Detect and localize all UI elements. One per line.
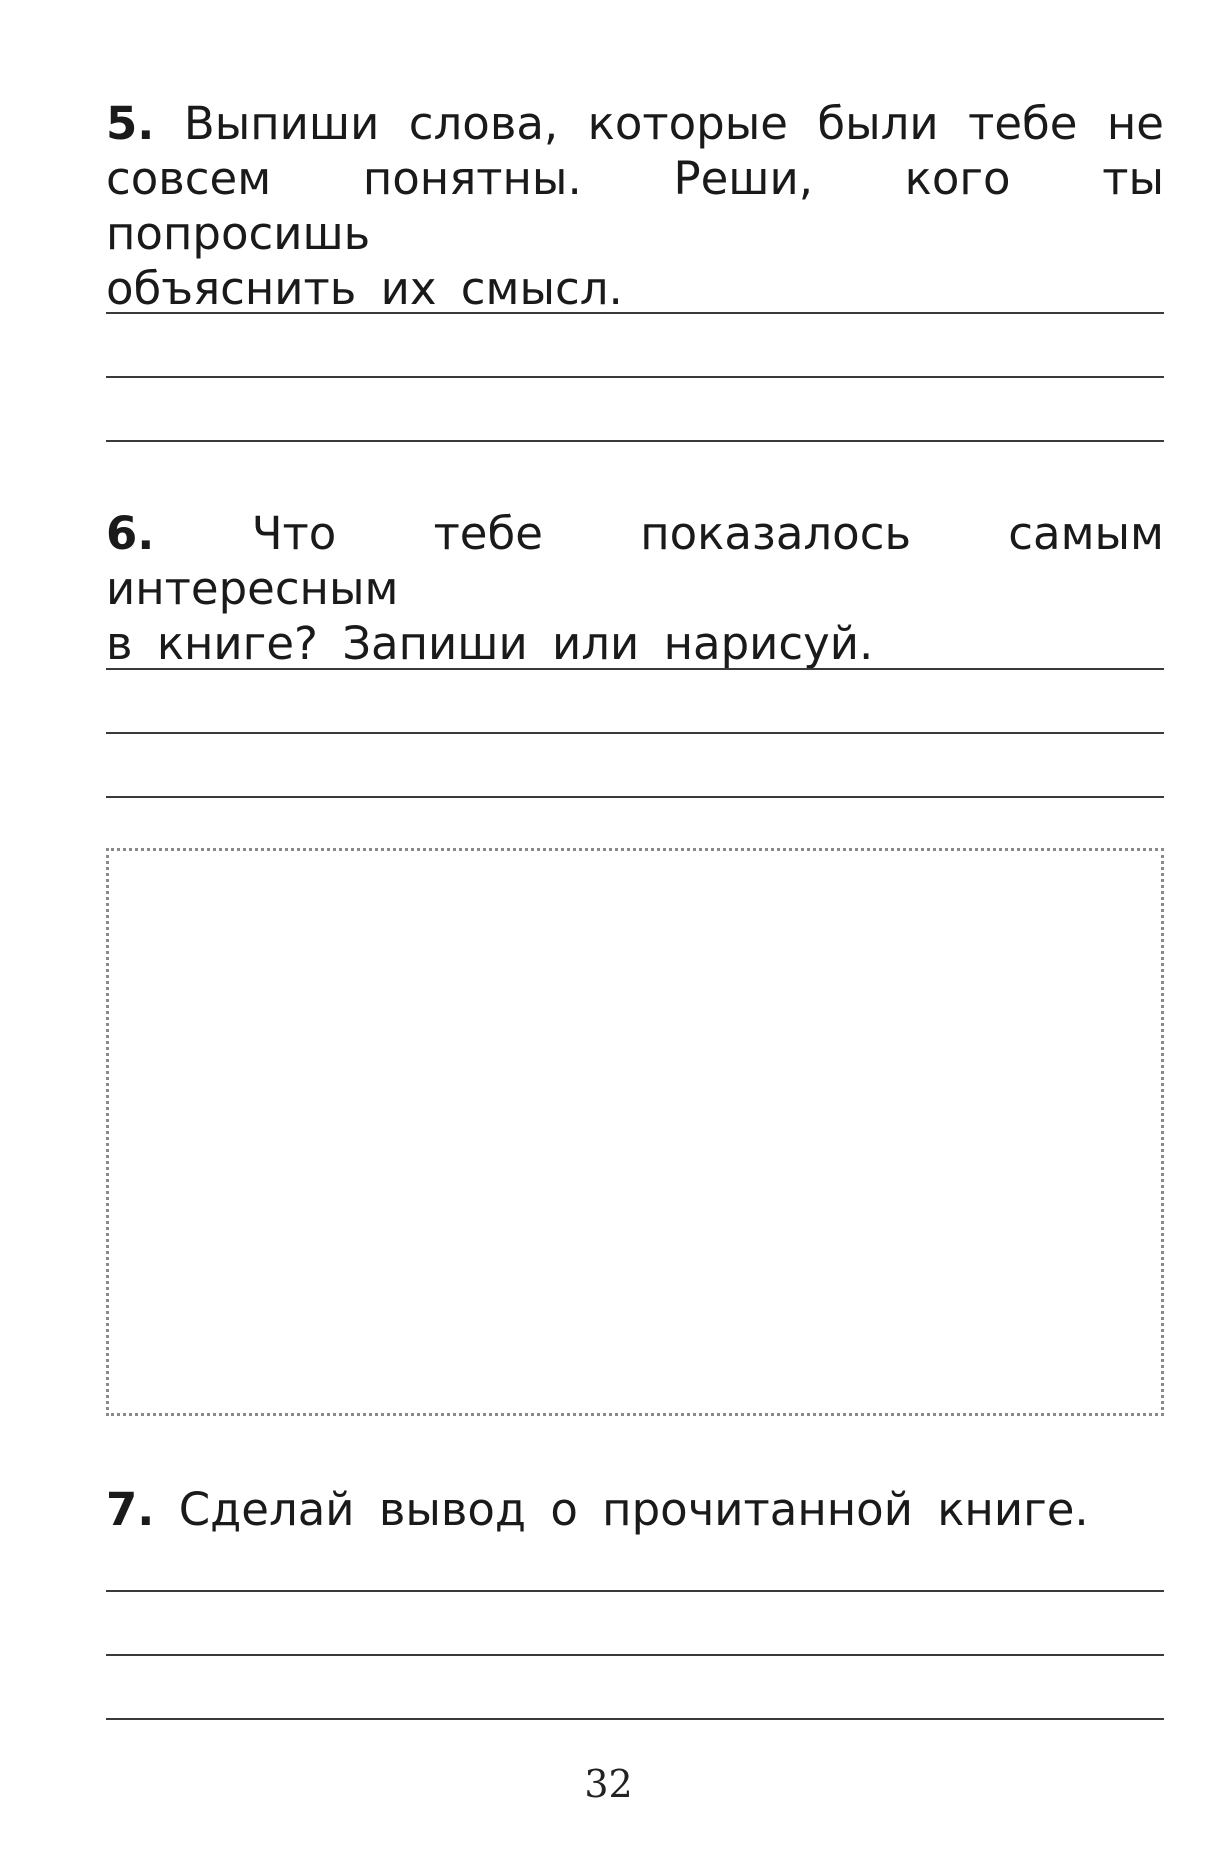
task-7-text-1: Сделай вывод о прочитанной книге. [178, 1483, 1089, 1536]
task-6 [106, 506, 1164, 671]
task-5-text-1: Выпиши слова, которые были тебе не [183, 97, 1164, 150]
answer-line-5-2[interactable] [106, 376, 1164, 378]
answer-line-6-1[interactable] [106, 668, 1164, 670]
task-5-line-1 [106, 96, 1164, 151]
task-5 [106, 96, 1164, 316]
task-5-number: 5. [106, 97, 155, 150]
task-5-line-3: объяснить их смысл. [106, 262, 623, 315]
task-5-line-2: совсем понятны. Реши, кого ты попросишь [106, 152, 1164, 260]
answer-line-5-3[interactable] [106, 440, 1164, 442]
task-7 [106, 1482, 1164, 1537]
task-7-line-1 [106, 1482, 1164, 1537]
answer-line-7-1[interactable] [106, 1590, 1164, 1592]
task-6-number: 6. [106, 507, 155, 560]
task-6-text-1: Что тебе показалось самым интересным [106, 507, 1164, 615]
answer-line-5-1[interactable] [106, 312, 1164, 314]
answer-line-7-2[interactable] [106, 1654, 1164, 1656]
task-6-line-2: в книге? Запиши или нарисуй. [106, 617, 874, 670]
answer-line-7-3[interactable] [106, 1718, 1164, 1720]
page-number: 32 [584, 1762, 633, 1806]
task-7-number: 7. [106, 1483, 155, 1536]
task-6-line-1 [106, 506, 1164, 616]
answer-line-6-2[interactable] [106, 732, 1164, 734]
drawing-area[interactable] [106, 848, 1164, 1416]
answer-line-6-3[interactable] [106, 796, 1164, 798]
